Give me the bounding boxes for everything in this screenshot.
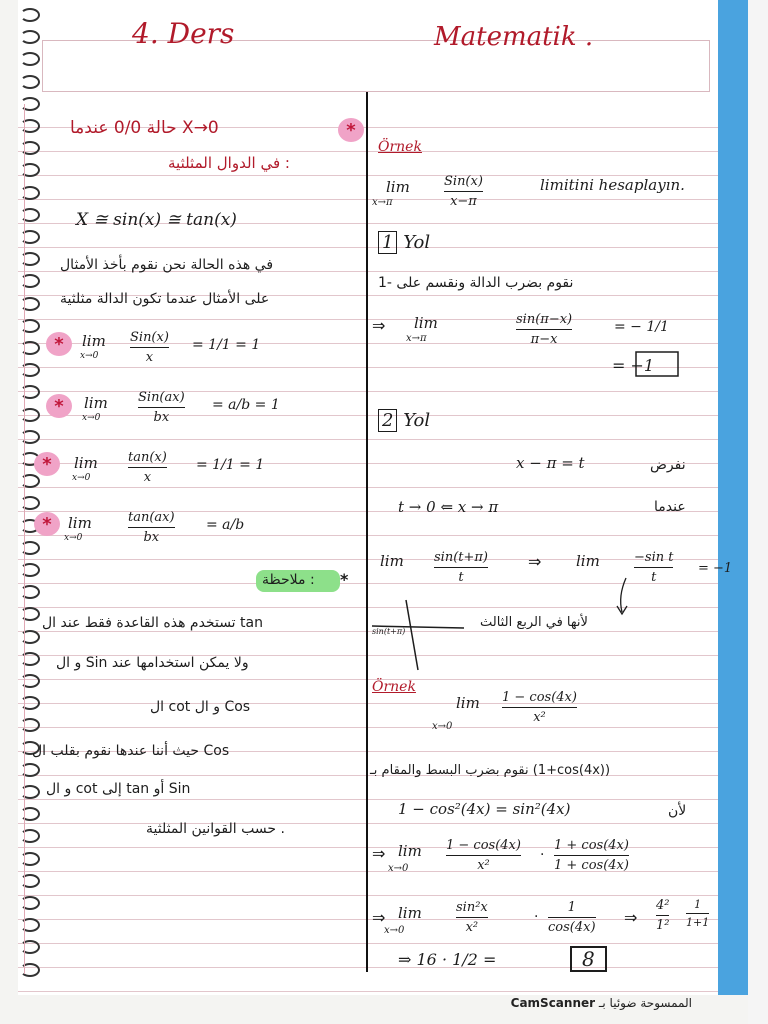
scanner-arabic: الممسوحة ضوئيا بـ bbox=[598, 996, 692, 1010]
fraction: tan(ax) bx bbox=[128, 510, 175, 545]
example-question: limitini hesaplayın. bbox=[540, 176, 685, 194]
fraction: Sin(x) x bbox=[130, 330, 169, 365]
note-line-2: و ال Sin ولا يمكن استخدامها عند bbox=[56, 655, 249, 671]
lim-label: lim bbox=[414, 314, 438, 332]
limit-condition: t → 0 ⇐ x → π bbox=[398, 498, 499, 516]
final-answer: 8 bbox=[570, 946, 607, 972]
quadrant-note: لأنها في الربع الثالث bbox=[480, 615, 588, 630]
fraction: Sin(x) x−π bbox=[444, 174, 483, 209]
lim-label: lim bbox=[398, 904, 422, 922]
step-result: = −1 bbox=[698, 561, 733, 576]
lim-subscript: x→0 bbox=[64, 533, 83, 543]
note-line-5: و ال cot إلى tan أو Sin bbox=[46, 781, 191, 797]
quadrant-sketch-label: sin(t+π) bbox=[372, 627, 406, 636]
step-result: = − 1/1 bbox=[614, 319, 669, 335]
lim-subscript: x→π bbox=[372, 197, 393, 208]
lim-label: lim bbox=[84, 394, 108, 412]
lim-label: lim bbox=[82, 332, 106, 350]
lim-label: lim bbox=[456, 694, 480, 712]
example-label: Örnek bbox=[372, 679, 416, 695]
pointer-arrow bbox=[621, 578, 626, 612]
star-icon: * bbox=[34, 452, 60, 476]
subject-title: Matematik . bbox=[434, 22, 594, 52]
rule-result: = a/b bbox=[206, 517, 245, 533]
identity-equation: 1 − cos²(4x) = sin²(4x) bbox=[398, 800, 571, 818]
substitution-label: نفرض bbox=[650, 457, 686, 473]
fraction: 1 + cos(4x) 1 + cos(4x) bbox=[554, 838, 629, 873]
rule-result: = 1/1 = 1 bbox=[196, 457, 265, 473]
paragraph-line-1: في هذه الحالة نحن نقوم بأخذ الأمثال bbox=[60, 257, 274, 273]
note-line-3: ال cot و ال Cos bbox=[150, 699, 251, 715]
star-icon: * bbox=[34, 512, 60, 536]
lesson-title: 4. Ders bbox=[132, 17, 235, 50]
method-1-answer: = −1 bbox=[612, 356, 655, 375]
fraction: sin²x x² bbox=[456, 900, 488, 935]
lim-subscript: x→0 bbox=[80, 351, 99, 361]
multiply-dot: · bbox=[540, 847, 545, 863]
fraction: Sin(ax) bx bbox=[138, 390, 185, 425]
lim-subscript: x→0 bbox=[72, 473, 91, 483]
scanner-footer bbox=[511, 996, 692, 1010]
lim-label: lim bbox=[380, 552, 404, 570]
note-line-1: تستخدم هذه القاعدة فقط عند ال tan bbox=[42, 615, 263, 631]
method-text: نقوم بضرب البسط والمقام بـ (1+cos(4x)) bbox=[370, 763, 611, 778]
final-step: ⇒ 16 · 1/2 = bbox=[398, 950, 497, 969]
fraction: 4² 1² bbox=[656, 898, 670, 933]
method-text: نقوم بضرب الدالة ونقسم على -1 bbox=[378, 275, 574, 291]
star-icon: * bbox=[46, 394, 72, 418]
star-icon: * bbox=[338, 118, 364, 142]
asterisk-icon: * bbox=[340, 570, 349, 589]
lim-subscript: x→0 bbox=[388, 863, 409, 874]
lim-label: lim bbox=[576, 552, 600, 570]
lim-label: lim bbox=[386, 178, 410, 196]
lim-subscript: x→π bbox=[406, 333, 427, 344]
note-line-6: حسب القوانين المثلثية . bbox=[146, 821, 285, 837]
fraction: 1 − cos(4x) x² bbox=[446, 838, 521, 873]
scanner-brand: CamScanner bbox=[510, 996, 596, 1010]
method-heading: 1 Yol bbox=[378, 234, 430, 252]
note-line-4: حيث أننا عندها نقوم بقلب ال Cos bbox=[32, 743, 230, 759]
lim-subscript: x→0 bbox=[384, 925, 405, 936]
lim-label: lim bbox=[398, 842, 422, 860]
section-subheading: في الدوال المثلثية : bbox=[168, 154, 290, 172]
fraction: −sin t t bbox=[634, 550, 674, 585]
method-heading: 2 Yol bbox=[378, 412, 430, 430]
arrow-icon: ⇒ bbox=[624, 908, 638, 927]
rule-result: = a/b = 1 bbox=[212, 397, 280, 413]
condition-label: عندما bbox=[654, 499, 686, 515]
sketch-axis bbox=[372, 626, 464, 628]
fraction: sin(t+π) t bbox=[434, 550, 489, 585]
rule-result: = 1/1 = 1 bbox=[192, 337, 261, 353]
identity-label: لأن bbox=[668, 803, 687, 819]
multiply-dot: · bbox=[534, 909, 539, 925]
fraction: tan(x) x bbox=[128, 450, 167, 485]
lim-subscript: x→0 bbox=[82, 413, 101, 423]
answer-box bbox=[636, 352, 678, 376]
arrow-icon: ⇒ bbox=[528, 552, 542, 571]
star-icon: * bbox=[46, 332, 72, 356]
lim-label: lim bbox=[68, 514, 92, 532]
lim-subscript: x→0 bbox=[432, 721, 453, 732]
arrow-icon: ⇒ bbox=[372, 316, 386, 335]
fraction: 1 1+1 bbox=[686, 898, 710, 929]
paragraph-line-2: على الأمثال عندما تكون الدالة مثلثية bbox=[60, 291, 270, 307]
arrow-icon: ⇒ bbox=[372, 908, 386, 927]
fraction: 1 − cos(4x) x² bbox=[502, 690, 577, 725]
arrow-icon: ⇒ bbox=[372, 844, 386, 863]
substitution-equation: x − π = t bbox=[516, 454, 585, 472]
approx-equation: X ≅ sin(x) ≅ tan(x) bbox=[76, 210, 237, 230]
example-label: Örnek bbox=[378, 139, 422, 155]
fraction: sin(π−x) π−x bbox=[516, 312, 573, 347]
sketch-axis bbox=[406, 600, 418, 670]
lim-label: lim bbox=[74, 454, 98, 472]
fraction: 1 cos(4x) bbox=[548, 900, 596, 935]
note-label: ملاحظة : bbox=[262, 572, 315, 588]
section-heading: حالة 0/0 عندما X→0 bbox=[70, 118, 219, 138]
